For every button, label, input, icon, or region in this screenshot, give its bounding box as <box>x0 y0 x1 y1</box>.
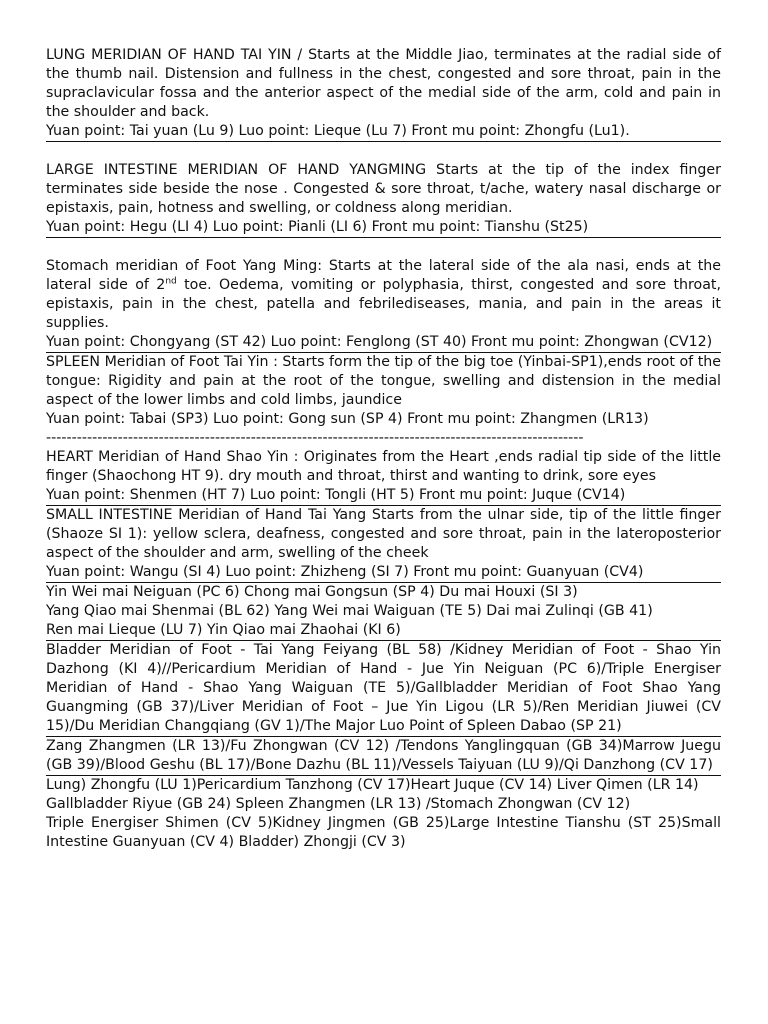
stomach-text-part1: Stomach meridian of Foot Yang Ming: Starts at the lateral side of the ala nasi, ends at the lateral side of 2 <box>46 258 721 293</box>
large-intestine-meridian-points: Yuan point: Hegu (LI 4) Luo point: Pianli (LI 6) Front mu point: Tianshu (St25) <box>46 219 589 235</box>
heart-meridian-section <box>46 448 721 506</box>
extra-vessels-line-1: Yin Wei mai Neiguan (PC 6) Chong mai Gongsun (SP 4) Du mai Houxi (SI 3) <box>46 584 578 600</box>
stomach-text-part2: toe. Oedema, vomiting or polyphasia, thirst, congested and sore throat, epistaxis, pain in the chest, patella and febrilediseases, mania, and pain in the areas it supplies. <box>46 277 721 331</box>
spleen-meridian-points: Yuan point: Tabai (SP3) Luo point: Gong sun (SP 4) Front mu point: Zhangmen (LR13) <box>46 411 649 427</box>
influential-points-section <box>46 737 721 776</box>
extra-vessels-line-2: Yang Qiao mai Shenmai (BL 62) Yang Wei mai Waiguan (TE 5) Dai mai Zulinqi (GB 41) <box>46 603 653 619</box>
heart-meridian-points: Yuan point: Shenmen (HT 7) Luo point: Tongli (HT 5) Front mu point: Juque (CV14) <box>46 487 626 503</box>
heart-meridian-description: HEART Meridian of Hand Shao Yin : Originates from the Heart ,ends radial tip side of the little finger (Shaochong HT 9). dry mouth and throat, thirst and wanting to drink, sore eyes <box>46 449 721 484</box>
stomach-meridian-section <box>46 257 721 353</box>
large-intestine-meridian-description: LARGE INTESTINE MERIDIAN OF HAND YANGMING Starts at the tip of the index finger terminates side beside the nose . Congested & sore throat, t/ache, watery nasal discharge or epistaxis, pain, hotness and swelling, or coldness along meridian. <box>46 162 721 216</box>
front-mu-line-1: Lung) Zhongfu (LU 1)Pericardium Tanzhong (CV 17)Heart Juque (CV 14) Liver Qimen (LR 14) <box>46 777 699 793</box>
front-mu-line-3: Triple Energiser Shimen (CV 5)Kidney Jingmen (GB 25)Large Intestine Tianshu (ST 25)Small Intestine Guanyuan (CV 4) Bladder) Zhongji (CV 3) <box>46 815 721 850</box>
large-intestine-meridian-section <box>46 161 721 238</box>
spleen-meridian-description: SPLEEN Meridian of Foot Tai Yin : Starts form the tip of the big toe (Yinbai-SP1),ends root of the tongue: Rigidity and pain at the root of the tongue, swelling and distension in the medial aspect of the lower limbs and cold limbs, jaundice <box>46 354 721 408</box>
dashed-separator: --------------------------------------------------------------------------------------------------------- <box>46 430 584 446</box>
stomach-meridian-description <box>46 257 721 333</box>
luo-points-section <box>46 641 721 737</box>
front-mu-line-2: Gallbladder Riyue (GB 24) Spleen Zhangmen (LR 13) /Stomach Zhongwan (CV 12) <box>46 796 631 812</box>
influential-points-text: Zang Zhangmen (LR 13)/Fu Zhongwan (CV 12) /Tendons Yanglingquan (GB 34)Marrow Juegu (GB 39)/Blood Geshu (BL 17)/Bone Dazhu (BL 11)/Vessels Taiyuan (LU 9)/Qi Danzhong (CV 17) <box>46 738 721 773</box>
document-page <box>46 46 721 852</box>
spleen-meridian-section <box>46 353 721 429</box>
front-mu-points-section <box>46 776 721 852</box>
lung-meridian-description: LUNG MERIDIAN OF HAND TAI YIN / Starts at the Middle Jiao, terminates at the radial side of the thumb nail. Distension and fullness in the chest, congested and sore throat, pain in the supraclavicular fossa and the anterior aspect of the medial side of the arm, cold and pain in the shoulder and back. <box>46 47 721 120</box>
lung-meridian-points: Yuan point: Tai yuan (Lu 9) Luo point: Lieque (Lu 7) Front mu point: Zhongfu (Lu1). <box>46 123 630 139</box>
lung-meridian-section <box>46 46 721 142</box>
luo-points-text: Bladder Meridian of Foot - Tai Yang Feiyang (BL 58) /Kidney Meridian of Foot - Shao Yin Dazhong (KI 4)//Pericardium Meridian of Hand - Jue Yin Neiguan (PC 6)/Triple Energiser Meridian of Hand - Shao Yang Waiguan (TE 5)/Gallbladder Meridian of Foot Shao Yang Guangming (GB 37)/Liver Meridian of Foot – Jue Yin Ligou (LR 5)/Ren Meridian Jiuwei (CV 15)/Du Meridian Changqiang (GV 1)/The Major Luo Point of Spleen Dabao (SP 21) <box>46 642 721 734</box>
small-intestine-meridian-description: SMALL INTESTINE Meridian of Hand Tai Yang Starts from the ulnar side, tip of the little finger (Shaoze SI 1): yellow sclera, deafness, congested and sore throat, pain in the lateroposterior aspect of the shoulder and arm, swelling of the cheek <box>46 507 721 561</box>
extra-vessels-section <box>46 583 721 641</box>
small-intestine-meridian-points: Yuan point: Wangu (SI 4) Luo point: Zhizheng (SI 7) Front mu point: Guanyuan (CV4) <box>46 564 644 580</box>
stomach-meridian-points: Yuan point: Chongyang (ST 42) Luo point: Fenglong (ST 40) Front mu point: Zhongwan (CV12) <box>46 334 713 350</box>
extra-vessels-line-3: Ren mai Lieque (LU 7) Yin Qiao mai Zhaohai (KI 6) <box>46 622 401 638</box>
small-intestine-meridian-section <box>46 506 721 583</box>
ordinal-suffix: nd <box>165 276 177 287</box>
